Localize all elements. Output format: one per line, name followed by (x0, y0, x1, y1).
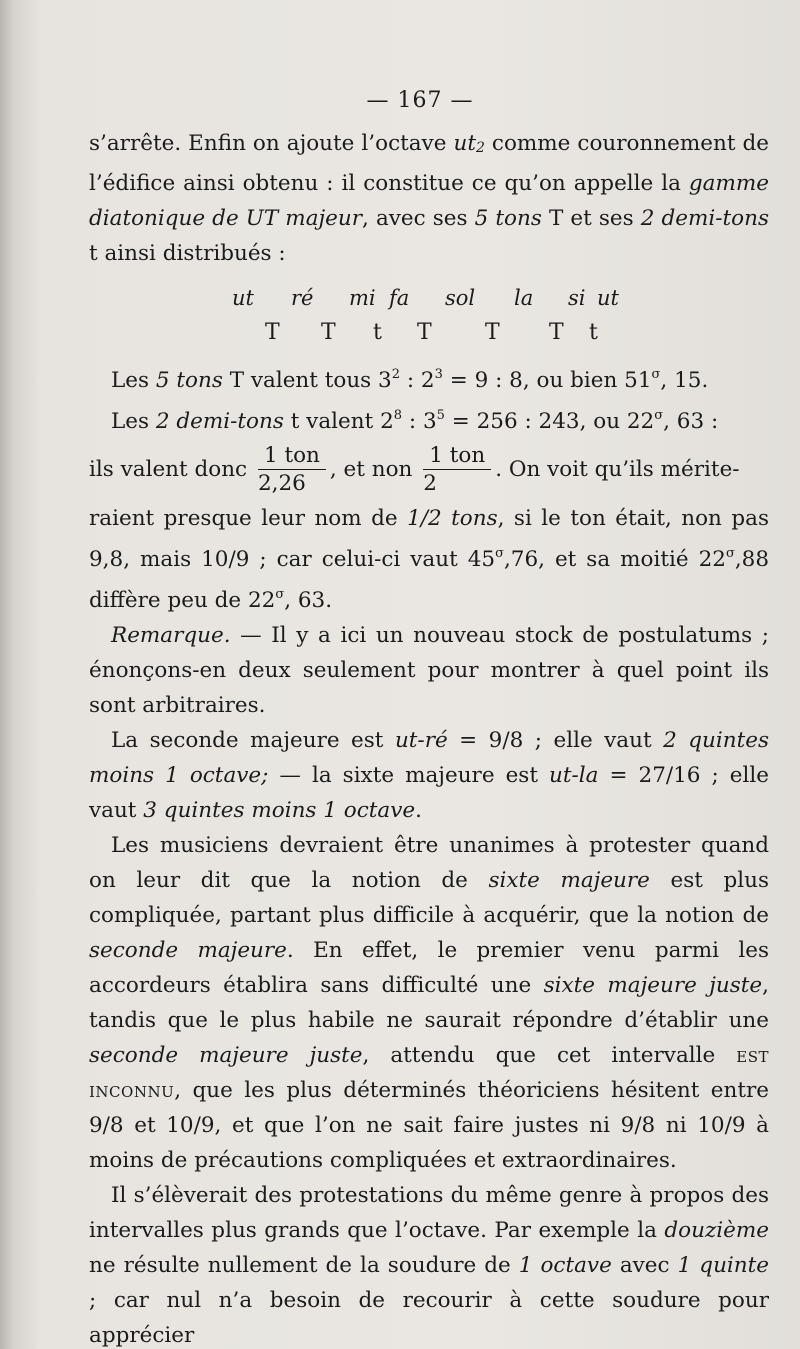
text-run: comme couronnement de l’édifice ainsi obtenu : il constitue ce qu’on appelle la (89, 131, 769, 196)
text-run: = 9 : 8, ou bien 51 (442, 368, 652, 393)
fraction-numerator: 1 ton (258, 443, 326, 470)
term-1-quinte: 1 quinte (677, 1253, 769, 1278)
text-run: ne résulte nullement de la soudure de (89, 1253, 519, 1278)
term-half-tons: 1/2 tons (407, 506, 498, 531)
text-run: La seconde majeure est (111, 728, 395, 753)
text-run: . (415, 798, 422, 823)
scale-tones-row (89, 315, 769, 349)
term-1-octave: 1 octave (518, 1253, 612, 1278)
term-seconde-majeure-juste: seconde majeure juste (89, 1043, 363, 1068)
note-label: si (568, 286, 586, 310)
paragraph-3-continued (89, 501, 769, 618)
text-run: , attendu que cet intervalle (362, 1043, 737, 1068)
text-run: = 27/16 ; elle vaut (89, 763, 769, 823)
note-label: ut (232, 286, 254, 310)
note-label: ut (597, 286, 619, 310)
note-label: sol (445, 286, 476, 310)
text-run: . On voit qu’ils mérite- (495, 457, 740, 482)
paragraph-3 (89, 398, 769, 439)
subscript: 2 (475, 140, 485, 156)
scale-notes-row (89, 281, 769, 313)
text-run: — Il y a ici un nouveau stock de postulatums ; énonçons-en deux seulement pour montrer à quel point ils sont arbitraires. (89, 623, 769, 718)
term-2-quintes: 2 quintes moins 1 octave; (89, 728, 769, 788)
text-run: Les musiciens devraient être unanimes à protester quand on leur dit que la notion de (89, 833, 769, 893)
sigma-unit: σ (651, 367, 661, 382)
text-run: : 2 (400, 368, 435, 393)
term-ut-la: ut-la (549, 763, 599, 788)
note-ut2 (453, 131, 484, 156)
tone-label: t (589, 320, 598, 345)
text-run: t valent 2 (283, 409, 394, 434)
text-run: = 256 : 243, ou 22 (444, 409, 655, 434)
text-run: — la sixte majeure est (268, 763, 549, 788)
term-ut-re: ut-ré (394, 728, 448, 753)
fraction-denominator: 2,26 (257, 470, 306, 496)
text-run: ; car nul n’a besoin de recourir à cette soudure pour apprécier (89, 1288, 769, 1348)
text-run: , avec ses (362, 206, 475, 231)
tone-label: T (485, 320, 500, 345)
sigma-unit: σ (654, 408, 664, 423)
sigma-unit: σ (275, 587, 285, 602)
paragraph-2 (89, 357, 769, 398)
fraction-numerator: 1 ton (423, 443, 491, 470)
sigma-unit: σ (495, 546, 504, 561)
term-2-demi-tons: 2 demi-tons (640, 206, 769, 231)
fraction-one-ton-over-2-26 (258, 443, 326, 498)
text-run: , si le ton était, non pas 9,8, mais 10/9 ; car celui-ci vaut 45 (89, 506, 769, 572)
note-label: ré (291, 286, 314, 310)
term-3-quintes: 3 quintes moins 1 octave (143, 798, 416, 823)
note-label: mi (349, 286, 376, 310)
text-run: Les (111, 368, 156, 393)
term-gamme: gamme diatonique de UT majeur (89, 171, 769, 231)
text-run: ,76, et sa moitié 22 (503, 547, 726, 572)
text-run: , que les plus déterminés théoriciens hésitent entre 9/8 et 10/9, et que l’on ne sait faire justes ni 9/8 ni 10/9 à moins de précautions compliquées et extraordinaires. (89, 1078, 769, 1173)
exponent: 5 (436, 408, 445, 423)
text-run: , tandis que le plus habile ne saurait répondre d’établir une (89, 973, 769, 1033)
sigma-unit: σ (725, 546, 735, 561)
text-run: T et ses (541, 206, 641, 231)
tone-label: T (417, 320, 432, 345)
text-run: s’arrête. Enfin on ajoute l’octave (89, 131, 454, 156)
text-run: Il s’élèverait des protestations du même genre à propos des intervalles plus grands que l’octave. Par exemple la (89, 1183, 769, 1243)
text-run: = 9/8 ; elle vaut (447, 728, 664, 753)
text-run: . En effet, le premier venu parmi les accordeurs établira sans difficulté une (89, 938, 769, 998)
tone-label: T (549, 320, 564, 345)
term-est-inconnu: est inconnu (89, 1043, 769, 1103)
tone-label: T (265, 320, 280, 345)
text-run: raient presque leur nom de (89, 506, 408, 531)
exponent: 8 (393, 408, 403, 423)
term-5-tons: 5 tons (155, 368, 223, 393)
text-run: t ainsi distribués : (89, 241, 286, 266)
paragraph-1 (89, 126, 769, 271)
text-run: , et non (329, 457, 420, 482)
text-run: , 63. (284, 588, 333, 613)
tone-label: T (321, 320, 336, 345)
text-run: est plus compliquée, partant plus difficile à acquérir, que la notion de (89, 868, 770, 928)
remarque-heading: Remarque. (111, 623, 231, 648)
exponent: 3 (434, 367, 443, 382)
term-sixte-majeure: sixte majeure (488, 868, 650, 893)
term-sixte-majeure-juste: sixte majeure juste (543, 973, 763, 998)
paragraph-remarque (89, 618, 769, 723)
page-number: — 167 — (366, 88, 474, 113)
text-run: : 3 (402, 409, 437, 434)
paragraph-musiciens (89, 828, 769, 1178)
note-label: fa (389, 286, 410, 310)
text-run: ,88 diffère peu de 22 (89, 547, 770, 613)
fraction-denominator: 2 (423, 470, 437, 496)
text-run: , 15. (660, 368, 709, 393)
paragraph-seconde-majeure (89, 723, 769, 828)
term-2-demi-tons: 2 demi-tons (155, 409, 284, 434)
note-label: la (514, 286, 534, 310)
term-douzieme: douzième (664, 1218, 769, 1243)
fraction-line (89, 439, 769, 501)
text-run: ils valent donc (89, 457, 254, 482)
text-run: avec (611, 1253, 678, 1278)
term-5-tons: 5 tons (474, 206, 542, 231)
tone-label: t (373, 320, 382, 345)
text-run: T valent tous 3 (222, 368, 392, 393)
paragraph-protestations (89, 1178, 769, 1349)
term-seconde-majeure: seconde majeure (89, 938, 287, 963)
scale-diagram (89, 271, 769, 357)
text-run: ut (453, 131, 476, 156)
text-run: , 63 : (663, 409, 719, 434)
exponent: 2 (391, 367, 401, 382)
text-run: Les (111, 409, 156, 434)
body-text (89, 126, 769, 1349)
fraction-one-ton-over-2 (423, 443, 491, 498)
